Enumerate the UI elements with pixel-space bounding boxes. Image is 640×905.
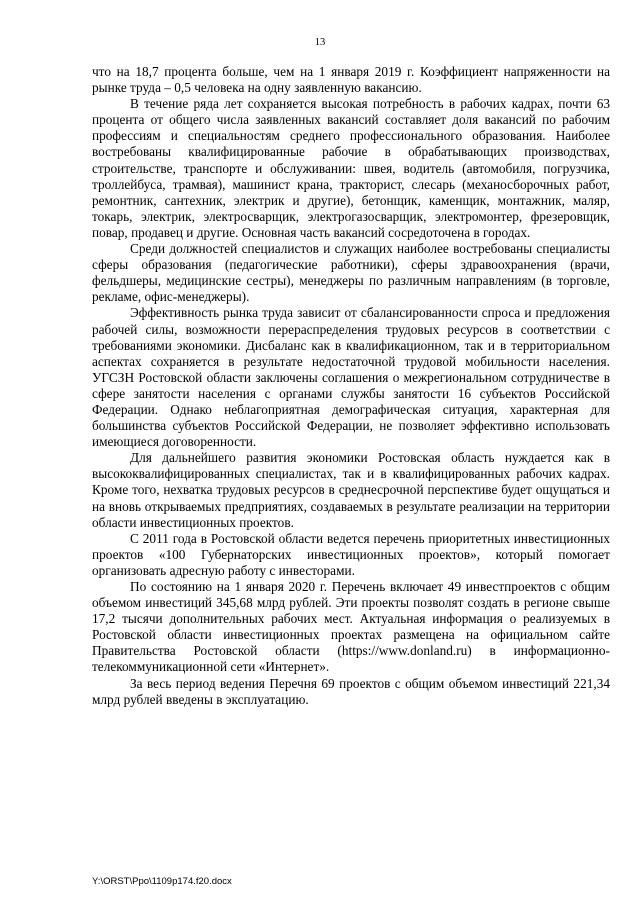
paragraph-7: По состоянию на 1 января 2020 г. Перечень включает 49 инвестпроектов с общим объемом инвестиций 345,68 млрд рублей. Эти проекты позволят создать в регионе свыше 17,2 тысячи дополнительных рабочих мест. Актуальная информация о реализуемых в Ростовской области инвестиционных проектах размещена на официальном сайте Правительства Ростовской области (https://www.donland.ru) в информационно-телекоммуникационной сети «Интернет». [92, 579, 610, 675]
file-path-footer: Y:\ORST\Ppo\1109p174.f20.docx [92, 876, 232, 887]
paragraph-8: За весь период ведения Перечня 69 проектов с общим объемом инвестиций 221,34 млрд рублей введены в эксплуатацию. [92, 675, 610, 707]
paragraph-2: В течение ряда лет сохраняется высокая потребность в рабочих кадрах, почти 63 процента от общего числа заявленных вакансий составляет доля вакансий по рабочим профессиям и специальностям среднего профессионального образования. Наиболее востребованы квалифицированные рабочие в обрабатывающих производствах, строительстве, транспорте и обслуживании: швея, водитель (автомобиля, погрузчика, троллейбуса, трамвая), машинист крана, тракторист, слесарь (механосборочных работ, ремонтник, сантехник, электрик и другие), бетонщик, каменщик, монтажник, маляр, токарь, электрик, электросварщик, электрогазосварщик, электромонтер, фрезеровщик, повар, продавец и другие. Основная часть вакансий сосредоточена в городах. [92, 96, 610, 240]
paragraph-5: Для дальнейшего развития экономики Ростовская область нуждается как в высококвалифицированных специалистах, так и в квалифицированных рабочих кадрах. Кроме того, нехватка трудовых ресурсов в среднесрочной перспективе будет ощущаться и на вновь открываемых предприятиях, создаваемых в результате реализации на территории области инвестиционных проектов. [92, 450, 610, 530]
page-number: 13 [314, 37, 326, 48]
paragraph-4: Эффективность рынка труда зависит от сбалансированности спроса и предложения рабочей силы, возможности перераспределения трудовых ресурсов в соответствии с требованиями экономики. Дисбаланс как в квалификационном, так и в территориальном аспектах сохраняется в результате недостаточной трудовой мобильности населения. УГСЗН Ростовской области заключены соглашения о межрегиональном сотрудничестве в сфере занятости населения с органами службы занятости 16 субъектов Российской Федерации. Однако неблагоприятная демографическая ситуация, характерная для большинства субъектов Российской Федерации, не позволяет эффективно использовать имеющиеся договоренности. [92, 305, 610, 450]
paragraph-6: С 2011 года в Ростовской области ведется перечень приоритетных инвестиционных проектов «100 Губернаторских инвестиционных проектов», который помогает организовать адресную работу с инвесторами. [92, 530, 610, 578]
paragraph-3: Среди должностей специалистов и служащих наиболее востребованы специалисты сферы образования (педагогические работники), сферы здравоохранения (врачи, фельдшеры, медицинские сестры), менеджеры по различным направлениям (в торговле, рекламе, офис-менеджеры). [92, 241, 610, 305]
paragraph-1: что на 18,7 процента больше, чем на 1 января 2019 г. Коэффициент напряженности на рынке труда – 0,5 человека на одну заявленную вакансию. [92, 64, 610, 96]
document-body [92, 64, 610, 708]
